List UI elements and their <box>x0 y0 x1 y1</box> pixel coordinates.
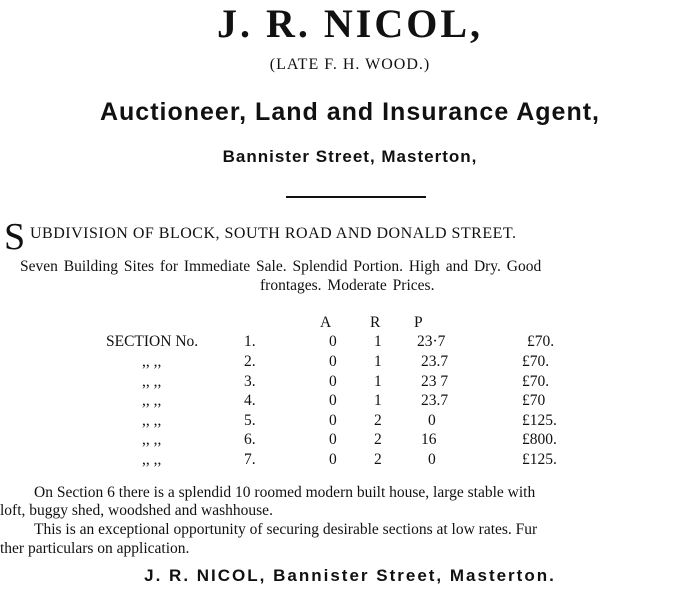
price-value: £70. <box>522 353 550 370</box>
section-label: ,, ,, <box>142 451 162 468</box>
section-number: 4. <box>244 392 256 409</box>
acres-value: 0 <box>329 373 337 390</box>
section-number: 6. <box>244 431 256 448</box>
roods-value: 1 <box>374 353 382 370</box>
column-header-perches: P <box>414 314 423 331</box>
profession-line: Auctioneer, Land and Insurance Agent, <box>99 98 601 126</box>
section-label: ,, ,, <box>142 392 162 409</box>
acres-value: 0 <box>329 451 337 468</box>
section6-description-line-1: On Section 6 there is a splendid 10 roomed modern built house, large stable with <box>34 484 536 501</box>
late-firm-note: (LATE F. H. WOOD.) <box>269 56 431 73</box>
section-label: ,, ,, <box>142 373 162 390</box>
price-value: £800. <box>522 431 557 448</box>
price-value: £70. <box>527 333 555 350</box>
perches-value: 23.7 <box>421 353 449 370</box>
drop-cap: S <box>4 216 26 258</box>
intro-line-1: Seven Building Sites for Immediate Sale. Splendid Portion. High and Dry. Good <box>20 258 542 275</box>
roods-value: 2 <box>374 431 382 448</box>
address-line: Bannister Street, Masterton, <box>222 147 478 166</box>
roods-value: 2 <box>374 451 382 468</box>
footer-signature: J. R. NICOL, Bannister Street, Masterton. <box>144 566 556 585</box>
section-number: 1. <box>244 333 256 350</box>
column-header-roods: R <box>370 314 381 331</box>
advertiser-name: J. R. NICOL, <box>216 1 484 46</box>
opportunity-line-1: This is an exceptional opportunity of securing desirable sections at low rates. Fur <box>34 521 538 538</box>
divider-rule <box>286 196 426 198</box>
section-label: SECTION No. <box>106 333 199 350</box>
price-value: £125. <box>522 412 557 429</box>
notice-heading: UBDIVISION OF BLOCK, SOUTH ROAD AND DONALD STREET. <box>30 225 517 242</box>
section6-description-line-2: loft, buggy shed, woodshed and washhouse. <box>0 502 273 519</box>
roods-value: 1 <box>374 392 382 409</box>
opportunity-line-2: ther particulars on application. <box>0 540 190 557</box>
section-label: ,, ,, <box>142 353 162 370</box>
intro-line-2: frontages. Moderate Prices. <box>260 277 435 294</box>
price-value: £70 <box>522 392 546 409</box>
acres-value: 0 <box>329 392 337 409</box>
section-number: 3. <box>244 373 256 390</box>
perches-value: 23.7 <box>421 392 449 409</box>
perches-value: 0 <box>428 412 436 429</box>
section-number: 2. <box>244 353 256 370</box>
price-value: £70. <box>522 373 550 390</box>
section-number: 7. <box>244 451 256 468</box>
acres-value: 0 <box>329 412 337 429</box>
section-label: ,, ,, <box>142 431 162 448</box>
acres-value: 0 <box>329 431 337 448</box>
price-value: £125. <box>522 451 557 468</box>
perches-value: 0 <box>428 451 436 468</box>
perches-value: 23 7 <box>421 373 449 390</box>
roods-value: 1 <box>374 333 382 350</box>
roods-value: 1 <box>374 373 382 390</box>
perches-value: 16 <box>421 431 437 448</box>
perches-value: 23·7 <box>417 333 446 350</box>
column-header-acres: A <box>320 314 332 331</box>
roods-value: 2 <box>374 412 382 429</box>
section-label: ,, ,, <box>142 412 162 429</box>
acres-value: 0 <box>329 353 337 370</box>
acres-value: 0 <box>329 333 337 350</box>
section-number: 5. <box>244 412 256 429</box>
